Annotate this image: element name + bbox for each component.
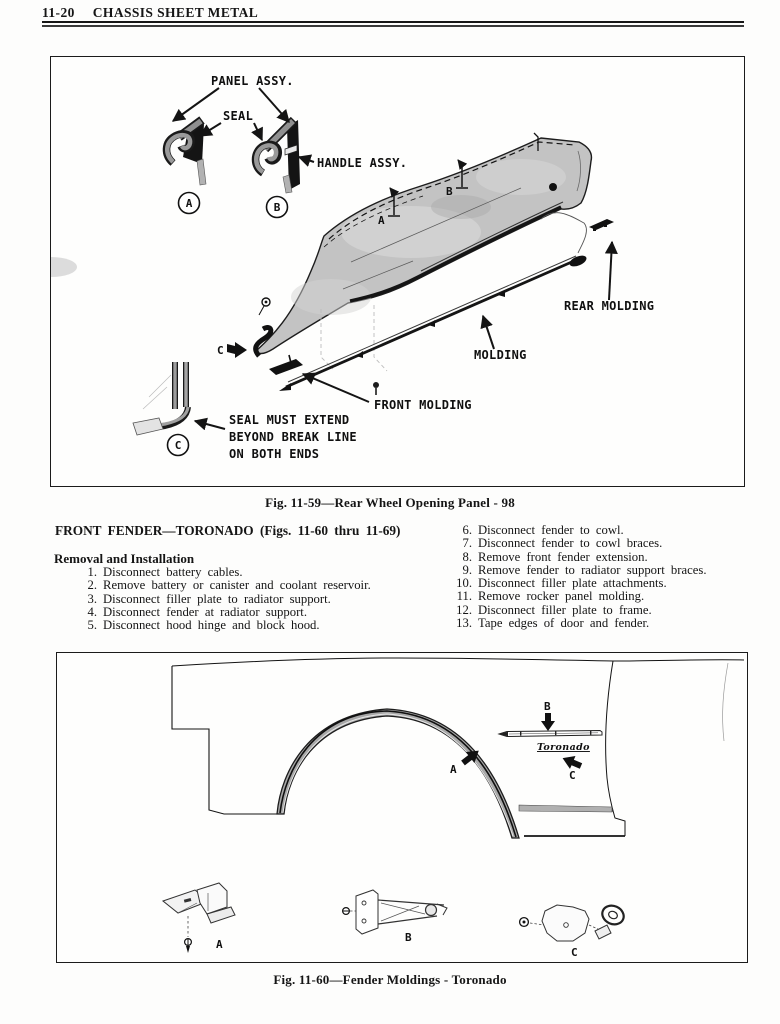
svg-text:ON BOTH ENDS: ON BOTH ENDS (229, 447, 320, 461)
svg-text:A: A (378, 214, 385, 227)
section-heading: FRONT FENDER—TORONADO (Figs. 11-60 thru 11-69) (55, 523, 401, 538)
molding-callout (474, 316, 527, 362)
svg-text:C: C (217, 344, 224, 357)
handle-assy-callout (299, 156, 407, 170)
svg-text:C: C (569, 769, 576, 782)
detail-c-drawing (520, 902, 627, 959)
svg-text:A: A (185, 197, 193, 210)
step-item: 7. Disconnect fender to cowl braces. (462, 536, 663, 551)
svg-text:A: A (450, 763, 457, 776)
toronado-emblem: Toronado (537, 742, 590, 753)
wheel-opening-molding-drawing (277, 709, 519, 838)
step-item: 8. Remove front fender extension. (462, 549, 648, 564)
step-item: 3. Disconnect filler plate to radiator support. (87, 591, 331, 606)
svg-text:B: B (446, 185, 453, 198)
step-item: 2. Remove battery or canister and coolant reservoir. (87, 578, 371, 593)
view-circle-b (267, 197, 288, 218)
svg-text:FRONT MOLDING: FRONT MOLDING (374, 398, 472, 412)
view-circle-a (179, 193, 200, 214)
svg-text:HANDLE ASSY.: HANDLE ASSY. (317, 156, 408, 170)
clip-a-drawing (166, 120, 206, 185)
rear-wheel-opening-panel-drawing (51, 138, 592, 353)
steps-right-column (448, 524, 744, 630)
svg-text:B: B (544, 700, 551, 713)
rear-molding-piece (541, 213, 614, 253)
figure2-diagram (57, 653, 747, 962)
page-number: 11-20 (42, 5, 75, 20)
seal-end-detail-drawing (133, 362, 188, 435)
svg-text:A: A (216, 938, 223, 951)
step-item: 11. Remove rocker panel molding. (456, 589, 645, 604)
detail-a-drawing (163, 883, 235, 953)
seal-callout (200, 109, 262, 140)
rear-molding-callout (564, 242, 654, 313)
view-circle-c (168, 435, 189, 456)
clip-b-drawing (256, 120, 301, 193)
step-item: 13. Tape edges of door and fender. (456, 616, 650, 631)
step-item: 6. Disconnect fender to cowl. (462, 523, 624, 537)
side-molding-strip (499, 731, 602, 737)
svg-text:C: C (571, 946, 578, 959)
svg-text:C: C (174, 439, 182, 452)
arrow-c-callout (560, 752, 584, 782)
step-item: 1. Disconnect battery cables. (87, 565, 243, 579)
figure1-caption: Fig. 11-59—Rear Wheel Opening Panel - 98 (265, 495, 515, 510)
fender-outline-drawing (172, 658, 744, 836)
figure-fender-moldings (56, 652, 748, 963)
svg-text:MOLDING: MOLDING (474, 348, 527, 362)
page-title: CHASSIS SHEET METAL (92, 5, 259, 20)
step-item: 5. Disconnect hood hinge and block hood. (87, 618, 320, 633)
header-rule-top (42, 21, 744, 23)
step-item: 9. Remove fender to radiator support braces. (462, 562, 707, 577)
front-molding-callout (303, 374, 472, 412)
step-item: 12. Disconnect filler plate to frame. (456, 602, 652, 617)
figure-rear-wheel-opening-panel (50, 56, 745, 487)
svg-text:B: B (273, 201, 281, 214)
step-item: 4. Disconnect fender at radiator support. (87, 604, 308, 619)
header-rule-bottom (42, 25, 744, 27)
section-subheading: Removal and Installation (54, 551, 195, 566)
detail-b-drawing (343, 890, 447, 944)
page-header (42, 5, 258, 21)
figure1-diagram (51, 57, 744, 486)
steps-left-column (55, 566, 385, 632)
front-molding-piece (269, 355, 303, 375)
svg-text:REAR MOLDING: REAR MOLDING (564, 299, 655, 313)
svg-text:B: B (405, 931, 412, 944)
figure2-caption: Fig. 11-60—Fender Moldings - Toronado (273, 972, 507, 987)
arrow-b-callout (541, 700, 555, 731)
svg-text:SEAL: SEAL (223, 109, 254, 123)
seal-note-callout (195, 413, 357, 461)
svg-text:PANEL ASSY.: PANEL ASSY. (211, 74, 294, 88)
svg-text:SEAL MUST EXTEND: SEAL MUST EXTEND (229, 413, 350, 427)
fastener-dot (549, 183, 557, 191)
svg-text:BEYOND BREAK LINE: BEYOND BREAK LINE (229, 430, 357, 444)
step-item: 10. Disconnect filler plate attachments. (456, 576, 667, 591)
